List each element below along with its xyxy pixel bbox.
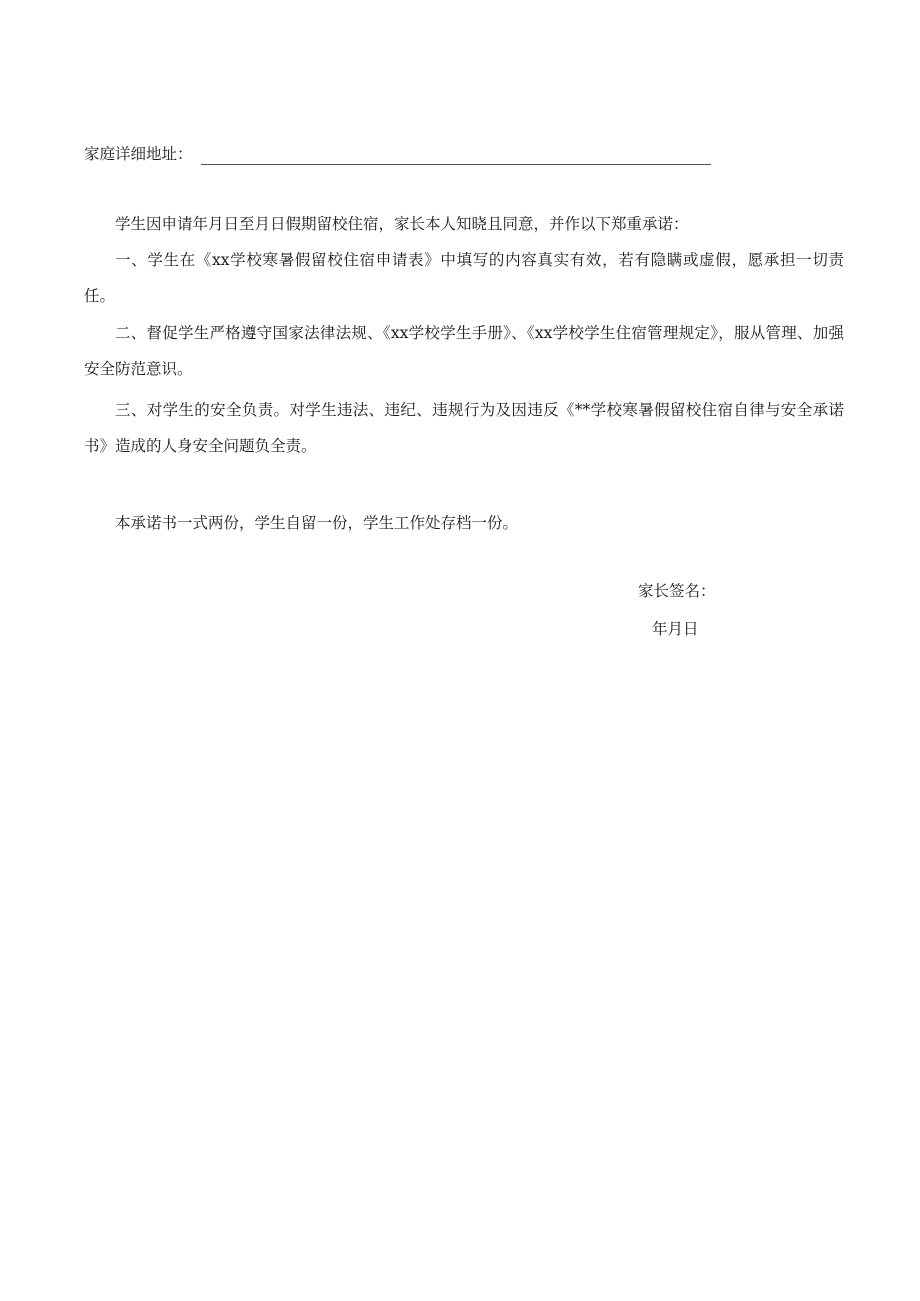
address-label: 家庭详细地址： — [84, 145, 193, 163]
commitment-item-3: 三、对学生的安全负责。对学生违法、违纪、违规行为及因违反《**学校寒暑假留校住宿自律与安全承诺书》造成的人身安全问题负全责。 — [84, 401, 844, 455]
intro-paragraph: 学生因申请年月日至月日假期留校住宿，家长本人知晓且同意，并作以下郑重承诺： — [115, 215, 689, 233]
commitment-item-2: 二、督促学生严格遵守国家法律法规、《xx学校学生手册》、《xx学校学生住宿管理规定》，服从管理、加强安全防范意识。 — [84, 324, 844, 378]
address-field — [84, 143, 711, 165]
parent-signature-label: 家长签名： — [638, 582, 716, 600]
commitment-item-1: 一、学生在《xx学校寒暑假留校住宿申请表》中填写的内容真实有效，若有隐瞒或虚假，愿承担一切责任。 — [84, 251, 844, 305]
copies-paragraph: 本承诺书一式两份，学生自留一份，学生工作处存档一份。 — [115, 514, 519, 532]
signature-date-label: 年月日 — [652, 620, 699, 638]
address-blank-line[interactable] — [201, 146, 711, 165]
